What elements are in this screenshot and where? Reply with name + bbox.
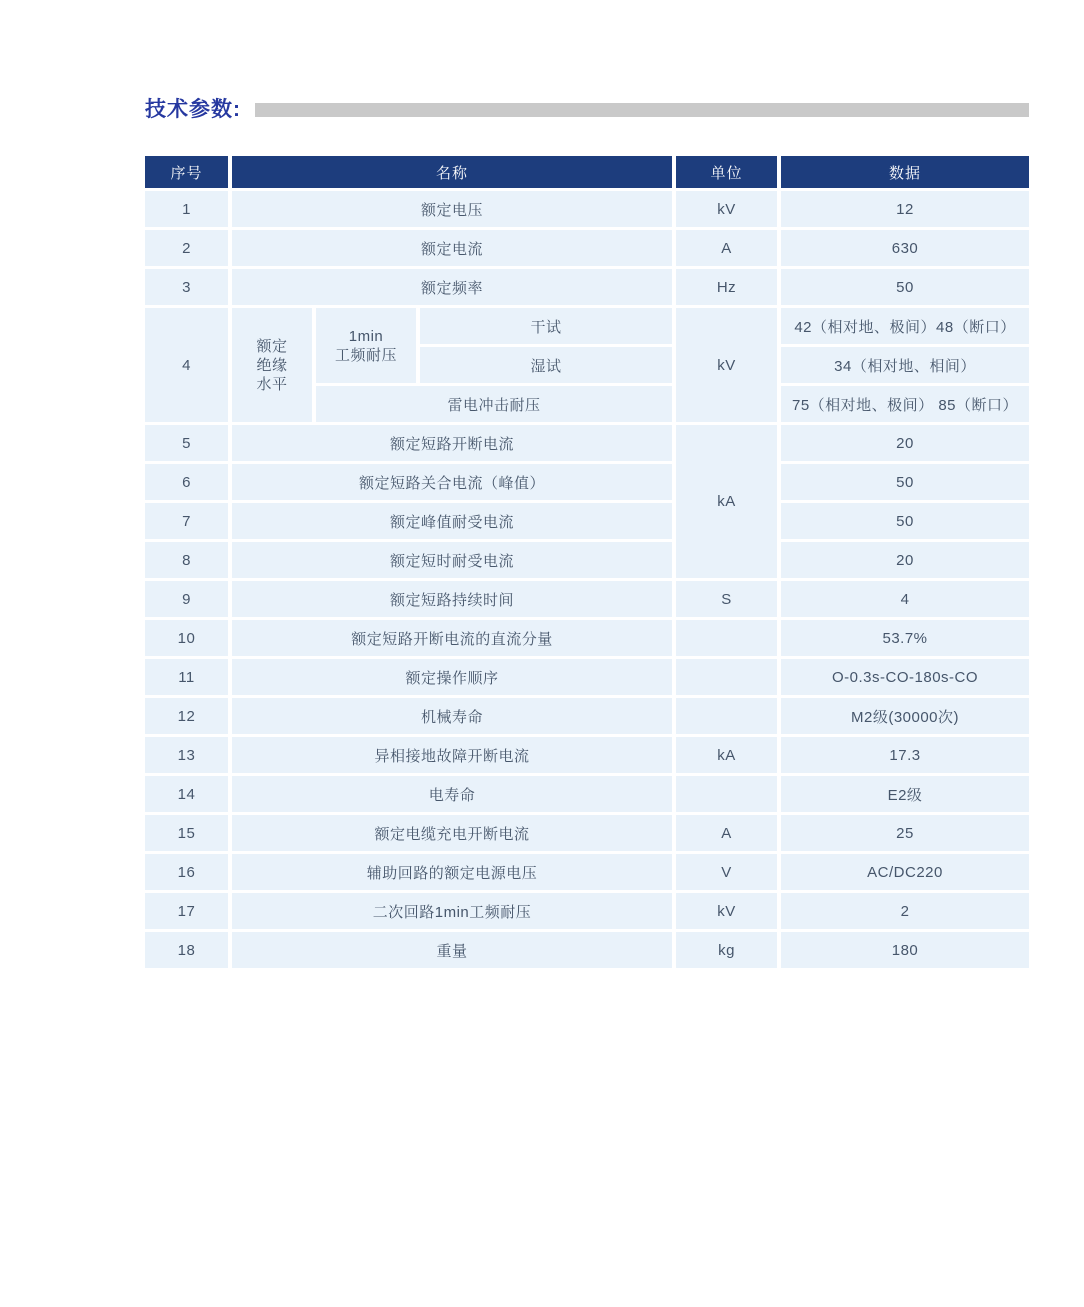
table-row: [145, 737, 1029, 773]
cell-unit: kV: [676, 893, 777, 929]
cell-no: 2: [145, 230, 228, 266]
cell-name: 额定短路开断电流: [232, 425, 672, 461]
cell-no: 7: [145, 503, 228, 539]
cell-data: 50: [781, 503, 1029, 539]
cell-no: 15: [145, 815, 228, 851]
cell-impulse-label: 雷电冲击耐压: [316, 386, 672, 422]
cell-no: 14: [145, 776, 228, 812]
cell-no: 6: [145, 464, 228, 500]
cell-dry-test-label: 干试: [420, 308, 672, 344]
cell-no: 17: [145, 893, 228, 929]
cell-no: 11: [145, 659, 228, 695]
cell-unit: A: [676, 815, 777, 851]
header-no: 序号: [145, 156, 228, 188]
cell-no: 12: [145, 698, 228, 734]
cell-unit: [676, 776, 777, 812]
cell-power-freq-label: 1min 工频耐压: [316, 308, 416, 383]
cell-data: M2级(30000次): [781, 698, 1029, 734]
cell-name: 额定短路持续时间: [232, 581, 672, 617]
table-row: [145, 659, 1029, 695]
cell-name: 额定电流: [232, 230, 672, 266]
cell-name: 额定操作顺序: [232, 659, 672, 695]
table-row: [145, 854, 1029, 890]
header-data: 数据: [781, 156, 1029, 188]
header-unit: 单位: [676, 156, 777, 188]
cell-data: 17.3: [781, 737, 1029, 773]
cell-insulation-group-label: 额定 绝缘 水平: [232, 308, 312, 422]
cell-data: 75（相对地、极间） 85（断口）: [781, 386, 1029, 422]
table-row: [145, 581, 1029, 617]
cell-unit: V: [676, 854, 777, 890]
table-row: [145, 230, 1029, 266]
cell-no: 18: [145, 932, 228, 968]
table-row: [145, 425, 1029, 461]
cell-no: 10: [145, 620, 228, 656]
spec-table: [141, 153, 1033, 971]
cell-unit: kA: [676, 737, 777, 773]
header-name: 名称: [232, 156, 672, 188]
cell-no: 5: [145, 425, 228, 461]
cell-no: 4: [145, 308, 228, 422]
cell-no: 8: [145, 542, 228, 578]
cell-data: 630: [781, 230, 1029, 266]
page-title: 技术参数:: [145, 98, 241, 121]
table-row: [145, 776, 1029, 812]
cell-name: 额定短路开断电流的直流分量: [232, 620, 672, 656]
cell-data: 53.7%: [781, 620, 1029, 656]
cell-no: 1: [145, 191, 228, 227]
cell-name: 额定短路关合电流（峰值）: [232, 464, 672, 500]
table-row-insulation-dry: [145, 308, 1029, 344]
cell-unit: A: [676, 230, 777, 266]
cell-unit: kV: [676, 191, 777, 227]
table-row: [145, 932, 1029, 968]
table-row: [145, 893, 1029, 929]
cell-unit: [676, 659, 777, 695]
cell-unit: Hz: [676, 269, 777, 305]
cell-data: 25: [781, 815, 1029, 851]
cell-unit: kg: [676, 932, 777, 968]
cell-no: 3: [145, 269, 228, 305]
cell-data: 50: [781, 269, 1029, 305]
table-row: [145, 503, 1029, 539]
cell-data: 4: [781, 581, 1029, 617]
cell-name: 二次回路1min工频耐压: [232, 893, 672, 929]
table-row: [145, 620, 1029, 656]
cell-name: 机械寿命: [232, 698, 672, 734]
cell-unit: kV: [676, 308, 777, 422]
table-row: [145, 542, 1029, 578]
cell-name: 额定峰值耐受电流: [232, 503, 672, 539]
cell-no: 9: [145, 581, 228, 617]
cell-unit-ka-merged: kA: [676, 425, 777, 578]
cell-no: 16: [145, 854, 228, 890]
cell-name: 额定电缆充电开断电流: [232, 815, 672, 851]
cell-name: 重量: [232, 932, 672, 968]
cell-data: 20: [781, 425, 1029, 461]
cell-data: E2级: [781, 776, 1029, 812]
cell-data: 2: [781, 893, 1029, 929]
cell-name: 辅助回路的额定电源电压: [232, 854, 672, 890]
table-header-row: [145, 156, 1029, 188]
cell-wet-test-label: 湿试: [420, 347, 672, 383]
cell-unit: [676, 620, 777, 656]
table-row: [145, 464, 1029, 500]
cell-data: 180: [781, 932, 1029, 968]
title-underline-bar: [255, 103, 1029, 117]
cell-name: 额定频率: [232, 269, 672, 305]
table-row: [145, 815, 1029, 851]
cell-name: 电寿命: [232, 776, 672, 812]
cell-no: 13: [145, 737, 228, 773]
cell-data: 20: [781, 542, 1029, 578]
cell-data: 34（相对地、相间）: [781, 347, 1029, 383]
cell-data: AC/DC220: [781, 854, 1029, 890]
cell-name: 额定短时耐受电流: [232, 542, 672, 578]
cell-data: 50: [781, 464, 1029, 500]
table-row: [145, 191, 1029, 227]
cell-unit: S: [676, 581, 777, 617]
title-row: [145, 96, 1029, 124]
table-row: [145, 269, 1029, 305]
cell-data: 42（相对地、极间）48（断口）: [781, 308, 1029, 344]
cell-data: 12: [781, 191, 1029, 227]
cell-data: O-0.3s-CO-180s-CO: [781, 659, 1029, 695]
cell-name: 额定电压: [232, 191, 672, 227]
cell-name: 异相接地故障开断电流: [232, 737, 672, 773]
cell-unit: [676, 698, 777, 734]
table-row: [145, 698, 1029, 734]
